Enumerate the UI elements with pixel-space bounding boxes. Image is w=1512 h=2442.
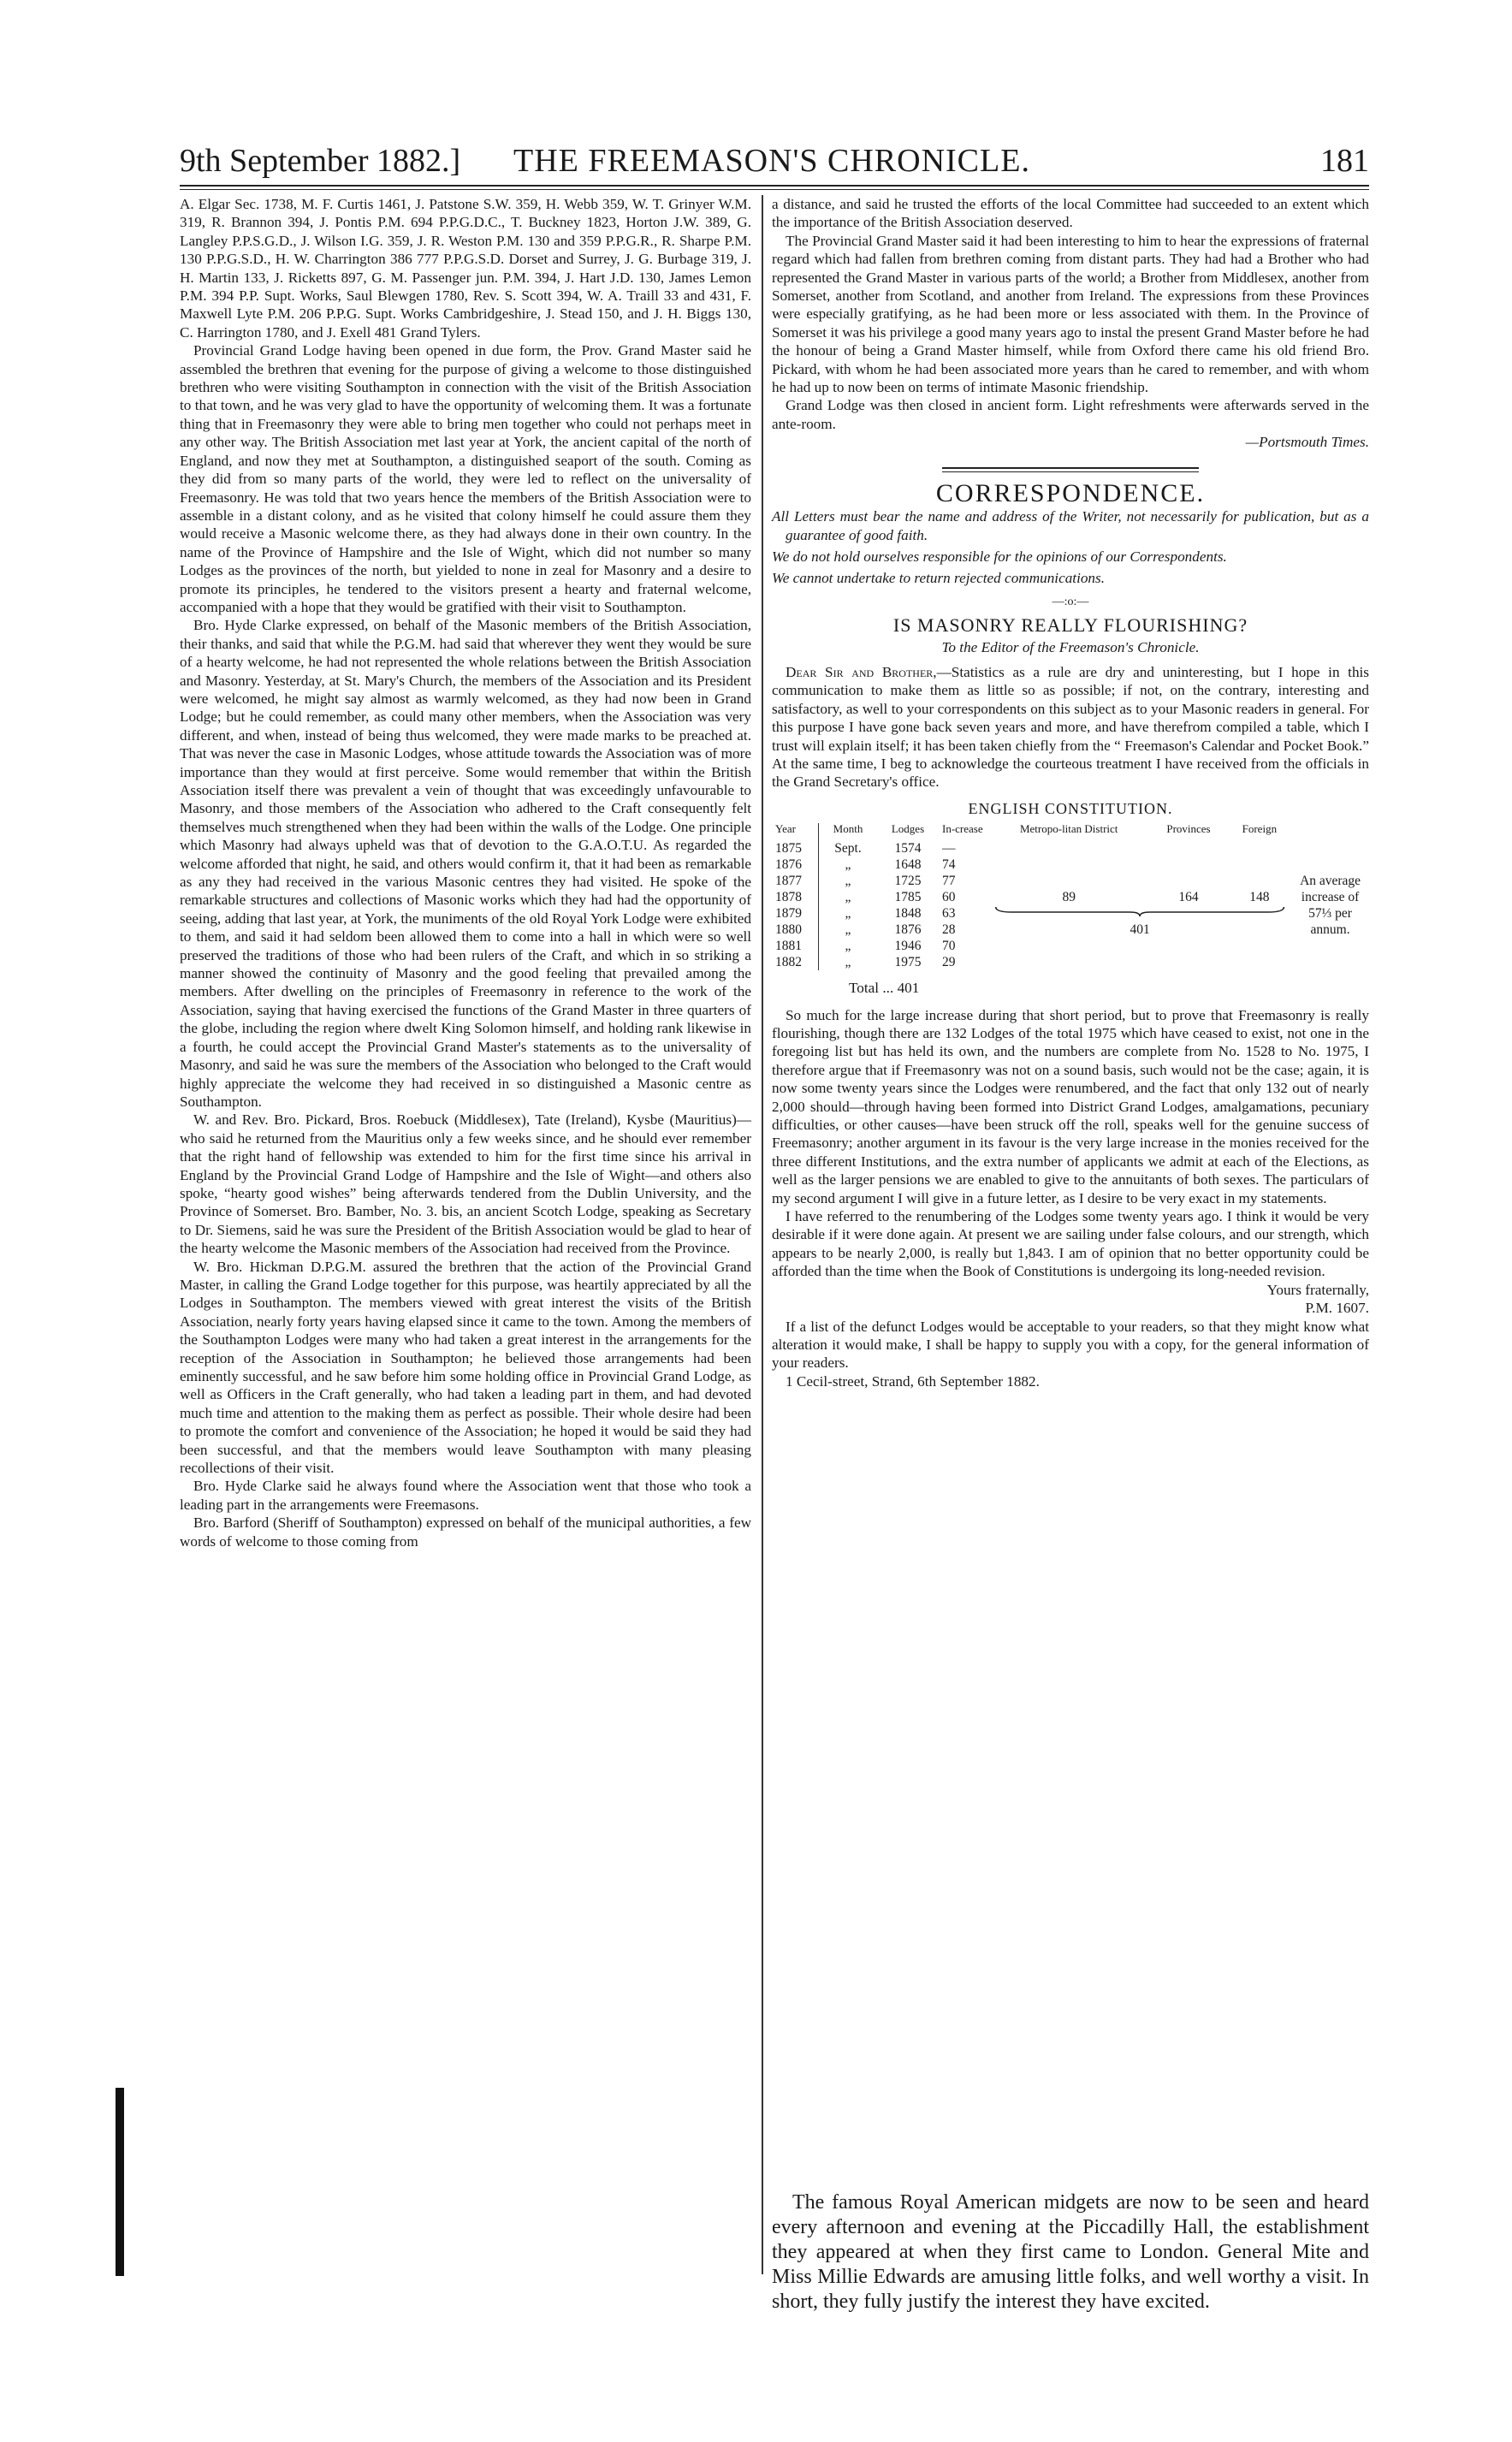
table-row [772,905,1369,922]
cell-year: 1882 [772,954,819,970]
paragraph: Grand Lodge was then closed in ancient form. Light refreshments were afterwards served in the ante-room. [772,397,1369,432]
column-header: Lodges [891,822,925,836]
postscript: If a list of the defunct Lodges would be acceptable to your readers, so that they might know what alteration it would make, I shall be happy to supply you with a copy, for the general information of your readers. [772,1318,1369,1372]
average-note-line: increase of [1301,890,1360,905]
cell-year: 1877 [772,873,819,889]
section-heading: CORRESPONDENCE. [935,478,1206,507]
cell-month: „ [845,939,851,954]
margin-mark [116,2088,124,2276]
column-divider [762,195,763,2274]
right-column [772,195,1369,1390]
cell-month: „ [845,955,851,970]
page-header [180,142,1369,187]
total-dots: ... [882,980,894,997]
cell-provinces: 164 [1178,890,1199,905]
column-header: Metropo-litan District [1019,822,1118,836]
column-header: In-crease [942,822,983,836]
brace-icon [992,905,1288,917]
cell-increase: 74 [942,857,956,873]
cell-foreign: 148 [1249,890,1270,905]
advertisement [772,2190,1369,2315]
header-rule [180,185,1369,187]
header-rule-thin [180,189,1369,190]
editorial-note: We cannot undertake to return rejected communications. [772,570,1106,587]
section-divider [942,467,1199,472]
statistics-table [772,823,1369,970]
article-title: IS MASONRY REALLY FLOURISHING? [892,614,1248,637]
cell-month: „ [845,922,851,938]
cell-increase: 28 [942,922,956,938]
cell-year: 1881 [772,938,819,954]
column-header-empty [1291,823,1369,840]
table-row [772,840,1369,856]
cell-month: „ [845,906,851,922]
paragraph: W. and Rev. Bro. Pickard, Bros. Roebuck (Middlesex), Tate (Ireland), Kysbe (Mauritius)—who said he returned from the Mauritius only a few weeks since, and he should ever remember that the right hand of fellowship was extended to him for the first time since his arrival in England by the Provincial Grand Lodge of Hampshire and the Isle of Wight—and others also spoke, “hearty good wishes” being afterwards tendered from the Dublin University, and the Province of Somerset. Bro. Bamber, No. 3. bis, an ancient Scotch Lodge, speaking as Secretary to Dr. Siemens, said he was sure the President of the British Association would be glad to hear of the hearty welcome the Masonic members of the Association had received from the Province. [180,1111,751,1257]
cell-year: 1880 [772,922,819,938]
cell-lodges: 1574 [894,841,922,856]
cell-month: Sept. [834,841,862,856]
cell-lodges: 1648 [894,857,922,873]
cell-lodges: 1975 [894,955,922,970]
cell-lodges: 1876 [894,922,922,938]
average-note-line: 57⅓ per [1308,906,1352,922]
table-row [772,856,1369,873]
source-attribution: —Portsmouth Times. [1245,434,1369,451]
cell-year: 1875 [772,840,819,856]
paragraph: So much for the large increase during that short period, but to prove that Freemasonry is really flourishing, though there are 132 Lodges of the total 1975 which have ceased to exist, not one in the foregoing list but has held its own, and the numbers are complete from No. 1528 to No. 1975, I therefore argue that if Freemasonry was not on a sound basis, such would not be the case; again, it is now some twenty years since the Lodges were renumbered, and the fact that only 132 out of nearly 2,000 should—through having been formed into District Grand Lodges, amalgamations, pecuniary difficulties, or other causes—have been struck off the roll, speaks well for the genuine success of Freemasonry; another argument in its favour is the very large increase in the monies received for the three different Institutions, and the extra number of applicants we admit at each of the Elections, as well as the larger pensions we are enabled to give to the annuitants of both sexes. The particulars of my second argument I will give in a future letter, as I desire to be very exact in my statements. [772,1006,1369,1206]
issue-date: 9th September 1882.] [180,143,461,179]
left-column [180,195,751,1550]
total-label: Total [849,980,880,997]
editorial-note: We do not hold ourselves responsible for the opinions of our Correspondents. [772,548,1227,565]
average-note-line: An average [1300,874,1361,889]
cell-combined-total: 401 [1130,922,1150,938]
paragraph: Provincial Grand Lodge having been opened in due form, the Prov. Grand Master said he assembled the brethren that evening for the purpose of giving a welcome to those distinguished brethren who were visiting Southampton in connection with the visit of the British Association to that town, and he was very glad to have the opportunity of welcoming them. It was a fortunate thing that in Freemasonry they were able to bring men together who could not perhaps meet in any other way. The British Association met last year at York, the ancient capital of the north of England, and now they met at Southampton, a distinguished seaport of the south. Coming as they did from so many parts of the world, they were led to reflect on the universality of Freemasonry. He was told that two years hence the members of the British Association were to assemble in a distant colony, and as he visited that colony himself he could assure them they would receive a Masonic welcome there, as they had always done in their own country. In the name of the Province of Hampshire and the Isle of Wight, which did not number so many Lodges as the provinces of the north, but yielded to none in zeal for Masonry and a desire to promote its principles, he tendered to the visitors present a hearty and fraternal welcome, accompanied with a hope that they would be gratified with their visit to Southampton. [180,342,751,615]
cell-lodges: 1785 [894,890,922,905]
page-number: 181 [1320,143,1369,179]
paragraph: Bro. Hyde Clarke expressed, on behalf of the Masonic members of the British Association, their thanks, and said that while the P.G.M. had said that wherever they went they would be sure of a hearty welcome, he had not represented the whole relations between the British Association and Masonry. Yesterday, at St. Mary's Church, the members of the Association and its President were welcomed, he might say almost as warmly welcomed, as they had now been in Grand Lodge; but he could remember, as could many other members, when the Association was very different, and when, instead of being thus welcomed, they were made marks to be preached at. That was never the case in Masonic Lodges, whose attitude towards the Association was of more importance than they would at first perceive. Some would remember that within the British Association itself there was prevalent a vein of thought that was exceedingly unfavourable to Masonry, and those members of the Association who adhered to the Craft consequently felt themselves much strengthened when they had been within the walls of the Lodge. One principle which Masonry had always upheld was that of devotion to the G.A.O.T.U. As regarded the welcome afforded that night, he said, and others would confirm it, that it had been as remarkable as any they had received in the various Masonic centres they had visited. He spoke of the remarkable structures and collections of Masonic works which they had had the opportunity of seeing, adding that last year, at York, the muniments of the old Royal York Lodge were exhibited to them, and said it had seldom been allowed them to come into a hall in which were so well preserved the traditions of those who had been rulers of the Craft, and which in so striking a manner showed the continuity of Masonry and the good feeling that prevailed among the members. After dwelling on the principles of Freemasonry in reference to the work of the Association, saying that having exercised the functions of the Grand Master in three quarters of the globe, including the region where dwelt King Solomon himself, and holding rank likewise in a fourth, he could accept the Provincial Grand Master's statements as to the universality of Masonry, and said he was sure the members of the Association who belonged to the Craft would highly appreciate the welcome they had received in so distinguished a Masonic centre as Southampton. [180,617,751,1110]
cell-year: 1879 [772,905,819,922]
brace-cell [988,905,1291,922]
cell-increase: 77 [942,874,956,889]
closing: Yours fraternally, [1266,1281,1369,1298]
table-title: ENGLISH CONSTITUTION. [968,799,1173,817]
cell-lodges: 1946 [894,939,922,954]
cell-metropolitan: 89 [1062,890,1076,905]
column-header: Year [772,823,819,840]
letter-intro-text: —Statistics as a rule are dry and uninteresting, but I hope in this communication to make them as little so as possible; if not, on the contrary, interesting and satisfactory, as well to your correspondents on this subject as to your Masonic readers in general. For this purpose I have gone back seven years and more, and have therefrom compiled a table, which I trust will explain itself; it has been taken chiefly from the “ Freemason's Calendar and Pocket Book.” At the same time, I beg to acknowledge the courteous treatment I have received from the officials in the Grand Secretary's office. [772,663,1369,791]
editorial-notes [772,507,1369,588]
table-header-row [772,823,1369,840]
paragraph: I have referred to the renumbering of the Lodges some twenty years ago. I think it would be very desirable if it were done again. At present we are sailing under false colours, and our strength, which appears to be nearly 2,000, is really but 1,843. I am of opinion that no better opportunity could be afforded than the time when the Book of Constitutions is undergoing its long-needed revision. [772,1208,1369,1280]
signoff: P.M. 1607. [1305,1300,1369,1317]
address-line: 1 Cecil-street, Strand, 6th September 1882. [786,1372,1040,1390]
cell-month: „ [845,857,851,873]
cell-increase: — [942,841,956,856]
letter-intro [772,663,1369,791]
publication-title: THE FREEMASON'S CHRONICLE. [513,143,1030,179]
cell-increase: 70 [942,939,956,954]
cell-month: „ [845,890,851,905]
total-value: 401 [897,980,920,997]
paragraph: Bro. Hyde Clarke said he always found where the Association went that those who took a leading part in the arrangements were Freemasons. [180,1478,751,1513]
paragraph: The Provincial Grand Master said it had been interesting to him to hear the expressions of fraternal regard which had fallen from brethren coming from distant parts. They had had a Brother who had represented the Grand Master in various parts of the world; a Brother from Middlesex, another from Somerset, another from Scotland, and another from Ireland. The expressions from these Provinces were especially gratifying, as he had been more or less associated with them. In the Province of Somerset it was his privilege a good many years ago to instal the present Grand Master before he had the honour of being a Grand Master himself, while from Oxford there came his old friend Bro. Pickard, with whom he had been associated more years than he cared to remember, and with whom he had up to now been on terms of intimate Masonic friendship. [772,232,1369,396]
cell-lodges: 1848 [894,906,922,922]
cell-increase: 29 [942,955,956,970]
officer-list: A. Elgar Sec. 1738, M. F. Curtis 1461, J. Patstone S.W. 359, H. Webb 359, W. T. Grinyer W.M. 319, R. Brannon 394, J. Pontis P.M. 694 P.P.G.D.C., T. Buckney 1823, Horton J.W. 389, G. Langley P.P.S.G.D., J. Wilson I.G. 359, J. R. Weston P.M. 130 and 359 P.P.G.R., R. Sharpe P.M. 130 P.P.G.S.D., H. W. Charrington 386 777 P.P.G.S.D. Dorset and Surrey, J. G. Burbage 319, J. H. Martin 133, J. Ricketts 897, G. M. Passenger jun. P.M. 394, J. Hart J.D. 130, James Lemon P.M. 394 P.P. Supt. Works, Saul Blewgen 1780, Rev. S. Scott 394, W. A. Traill 33 and 431, F. Maxwell Lyte P.M. 206 P.P.G. Supt. Works Cambridgeshire, J. Stead 150, and J. H. Biggs 130, C. Harrington 1780, and J. Exell 481 Grand Tylers. [180,196,751,341]
average-note-line: annum. [1310,922,1350,938]
table-row [772,922,1369,938]
table-row [772,954,1369,970]
table-row [772,889,1369,905]
cell-month: „ [845,874,851,889]
table-row [772,938,1369,954]
advertisement-text: The famous Royal American midgets are now to be seen and heard every afternoon and evening at the Piccadilly Hall, the establishment they appeared at when they first came to London. General Mite and Miss Millie Edwards are amusing little folks, and well worthy a visit. In short, they fully justify the interest they have excited. [772,2191,1369,2313]
table-total [849,979,1369,997]
column-header: Provinces [1166,822,1211,836]
table-row [772,873,1369,889]
addressee-line: To the Editor of the Freemason's Chronicle. [941,638,1200,655]
ornament-separator: —:o:— [1052,595,1089,608]
paragraph: W. Bro. Hickman D.P.G.M. assured the brethren that the action of the Provincial Grand Master, in calling the Grand Lodge together for this purpose, was heartily appreciated by all the Lodges in Southampton. The members viewed with great interest the visits of the British Association, nearly forty years having elapsed since it came to the town. Among the members of the Southampton Lodges were many who had taken a great interest in the arrangements for the reception of the Association in Southampton; he believed those arrangements had been eminently successful, and he saw before him some holding office in Provincial Grand Lodge, as well as Officers in the Craft generally, who had taken a leading part in them, and had devoted much time and attention to the making them as perfect as possible. Their whole desire had been to promote the comfort and convenience of the Association; he hoped it would be said they had been successful, and that the members would leave Southampton with many pleasing recollections of their visit. [180,1258,751,1477]
column-header: Month [833,822,863,836]
cell-year: 1876 [772,856,819,873]
salutation: Dear Sir and Brother, [786,663,937,680]
paragraph: a distance, and said he trusted the efforts of the local Committee had succeeded to an extent which the importance of the British Association deserved. [772,196,1369,231]
cell-year: 1878 [772,889,819,905]
cell-increase: 60 [942,890,956,905]
editorial-note: All Letters must bear the name and address of the Writer, not necessarily for publication, but as a guarantee of good faith. [772,508,1369,543]
column-header: Foreign [1242,822,1278,836]
cell-lodges: 1725 [894,874,922,889]
cell-increase: 63 [942,906,956,922]
paragraph: Bro. Barford (Sheriff of Southampton) expressed on behalf of the municipal authorities, a few words of welcome to those coming from [180,1514,751,1550]
